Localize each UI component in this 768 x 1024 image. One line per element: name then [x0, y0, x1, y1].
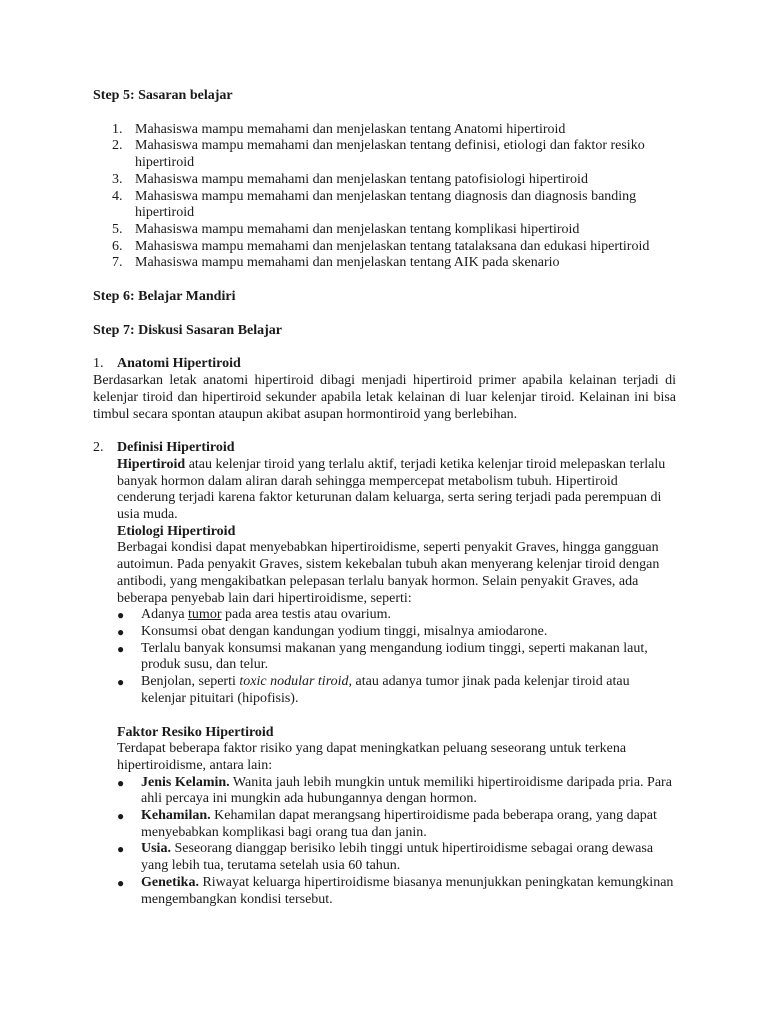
list-item-text: Mahasiswa mampu memahami dan menjelaskan tentang definisi, etiologi dan faktor resiko hipertiroid — [135, 138, 645, 171]
list-item — [93, 808, 676, 841]
list-number: 2. — [112, 138, 123, 154]
etiologi-heading: Etiologi Hipertiroid — [117, 523, 236, 539]
bullet-icon: ● — [117, 842, 125, 857]
list-item-text: Mahasiswa mampu memahami dan menjelaskan tentang Anatomi hipertiroid — [135, 121, 566, 137]
step7-heading: Step 7: Diskusi Sasaran Belajar — [93, 322, 283, 338]
list-item — [93, 624, 676, 641]
list-number: 6. — [112, 238, 123, 254]
list-number: 5. — [112, 221, 123, 237]
section-title: Anatomi Hipertiroid — [117, 356, 241, 372]
definition-text: atau kelenjar tiroid yang terlalu aktif, terjadi ketika kelenjar tiroid melepaskan terlalu banyak hormon dalam aliran darah sehingga mempercepat metabolism tubuh. Hipertiroid cenderung terjadi karena faktor keturunan dalam keluarga, serta sering terjadi pada perempuan di usia muda. — [117, 456, 666, 523]
text-run: Riwayat keluarga hipertiroidisme biasanya menunjukkan peningkatan kemungkinan mengembangkan kondisi tersebut. — [141, 874, 674, 907]
causes-list — [93, 607, 676, 707]
list-number: 1. — [112, 121, 123, 137]
risk-factors-list — [93, 775, 676, 909]
list-item-text: Mahasiswa mampu memahami dan menjelaskan tentang diagnosis dan diagnosis banding hipertiroid — [135, 188, 637, 221]
list-item-text: Mahasiswa mampu memahami dan menjelaskan tentang komplikasi hipertiroid — [135, 221, 580, 237]
section-anatomi — [93, 356, 676, 423]
list-number: 7. — [112, 255, 123, 271]
step5-heading: Step 5: Sasaran belajar — [93, 88, 233, 103]
learning-goals-list — [93, 122, 676, 272]
list-item-text: Mahasiswa mampu memahami dan menjelaskan tentang tatalaksana dan edukasi hipertiroid — [135, 238, 650, 254]
list-item-text: Mahasiswa mampu memahami dan menjelaskan tentang AIK pada skenario — [135, 255, 560, 271]
text-run: Terlalu banyak konsumsi makanan yang mengandung iodium tinggi, seperti makanan laut, produk susu, dan telur. — [141, 640, 648, 673]
text-run: Kehamilan dapat merangsang hipertiroidisme pada beberapa orang, yang dapat menyebabkan komplikasi bagi orang tua dan janin. — [141, 808, 657, 840]
bullet-icon: ● — [117, 675, 125, 690]
risk-term: Genetika. — [141, 874, 199, 890]
bullet-icon: ● — [117, 875, 125, 890]
definition-paragraph — [93, 457, 676, 524]
step6-heading: Step 6: Belajar Mandiri — [93, 289, 236, 305]
tumor-link-text: tumor — [188, 607, 222, 623]
faktor-heading: Faktor Resiko Hipertiroid — [117, 724, 274, 740]
bullet-icon: ● — [117, 624, 125, 639]
list-item — [93, 172, 676, 189]
etiologi-paragraph: Berbagai kondisi dapat menyebabkan hipertiroidisme, seperti penyakit Graves, hingga gangguan autoimun. Pada penyakit Graves, sistem kekebalan tubuh akan menyerang kelenjar tiroid dengan antibodi, yang mengakibatkan pelepasan terlalu banyak hormon. Selain penyakit Graves, ada beberapa penyebab lain dari hipertiroidisme, seperti: — [117, 540, 660, 606]
risk-term: Usia. — [141, 841, 171, 857]
bullet-icon: ● — [117, 809, 125, 824]
risk-term: Kehamilan. — [141, 808, 211, 824]
risk-term: Jenis Kelamin. — [141, 774, 230, 790]
list-item — [93, 607, 676, 624]
list-item-text: Mahasiswa mampu memahami dan menjelaskan tentang patofisiologi hipertiroid — [135, 171, 588, 187]
list-item — [93, 841, 676, 874]
section-definisi — [93, 440, 676, 908]
list-item — [93, 222, 676, 239]
section-number: 2. — [93, 440, 104, 456]
bullet-icon: ● — [117, 641, 125, 656]
text-run: Adanya — [141, 607, 189, 623]
list-item — [93, 189, 676, 222]
section-title: Definisi Hipertiroid — [117, 440, 235, 456]
list-item — [93, 138, 676, 171]
text-run: pada area testis atau ovarium. — [221, 607, 391, 623]
list-item — [93, 641, 676, 674]
definition-term: Hipertiroid — [117, 456, 186, 472]
list-item — [93, 875, 676, 908]
section-number: 1. — [93, 356, 104, 372]
text-run: Wanita jauh lebih mungkin untuk memiliki hipertiroidisme daripada pria. Para ahli percaya ini mungkin ada hubungannya dengan hormon. — [141, 774, 672, 807]
text-run: Seseorang dianggap berisiko lebih tinggi untuk hipertiroidisme sebagai orang dewasa yang lebih tua, terutama setelah usia 60 tahun. — [141, 841, 654, 874]
list-item — [93, 775, 676, 808]
section-body: Berdasarkan letak anatomi hipertiroid dibagi menjadi hipertiroid primer apabila kelainan terjadi di kelenjar tiroid dan hipertiroid sekunder apabila letak kelainan di luar kelenjar tiroid. Kelainan ini bisa timbul secara spontan ataupun akibat asupan hormontiroid yang berlebihan. — [93, 373, 676, 422]
bullet-icon: ● — [117, 608, 125, 623]
text-run: Benjolan, seperti — [141, 674, 240, 690]
section-heading — [93, 356, 676, 373]
list-number: 3. — [112, 171, 123, 187]
italic-term: toxic nodular tiroid — [239, 674, 349, 690]
list-item — [93, 255, 676, 272]
list-number: 4. — [112, 188, 123, 204]
bullet-icon: ● — [117, 775, 125, 790]
faktor-paragraph: Terdapat beberapa faktor risiko yang dapat meningkatkan peluang seseorang untuk terkena hipertiroidisme, antara lain: — [117, 741, 627, 773]
text-run: Konsumsi obat dengan kandungan yodium tinggi, misalnya amiodarone. — [141, 623, 548, 639]
text-run: , atau adanya tumor jinak pada kelenjar tiroid atau kelenjar pituitari (hipofisis). — [141, 674, 630, 706]
section-heading — [93, 440, 676, 457]
list-item — [93, 239, 676, 256]
list-item — [93, 122, 676, 139]
list-item — [93, 674, 676, 707]
